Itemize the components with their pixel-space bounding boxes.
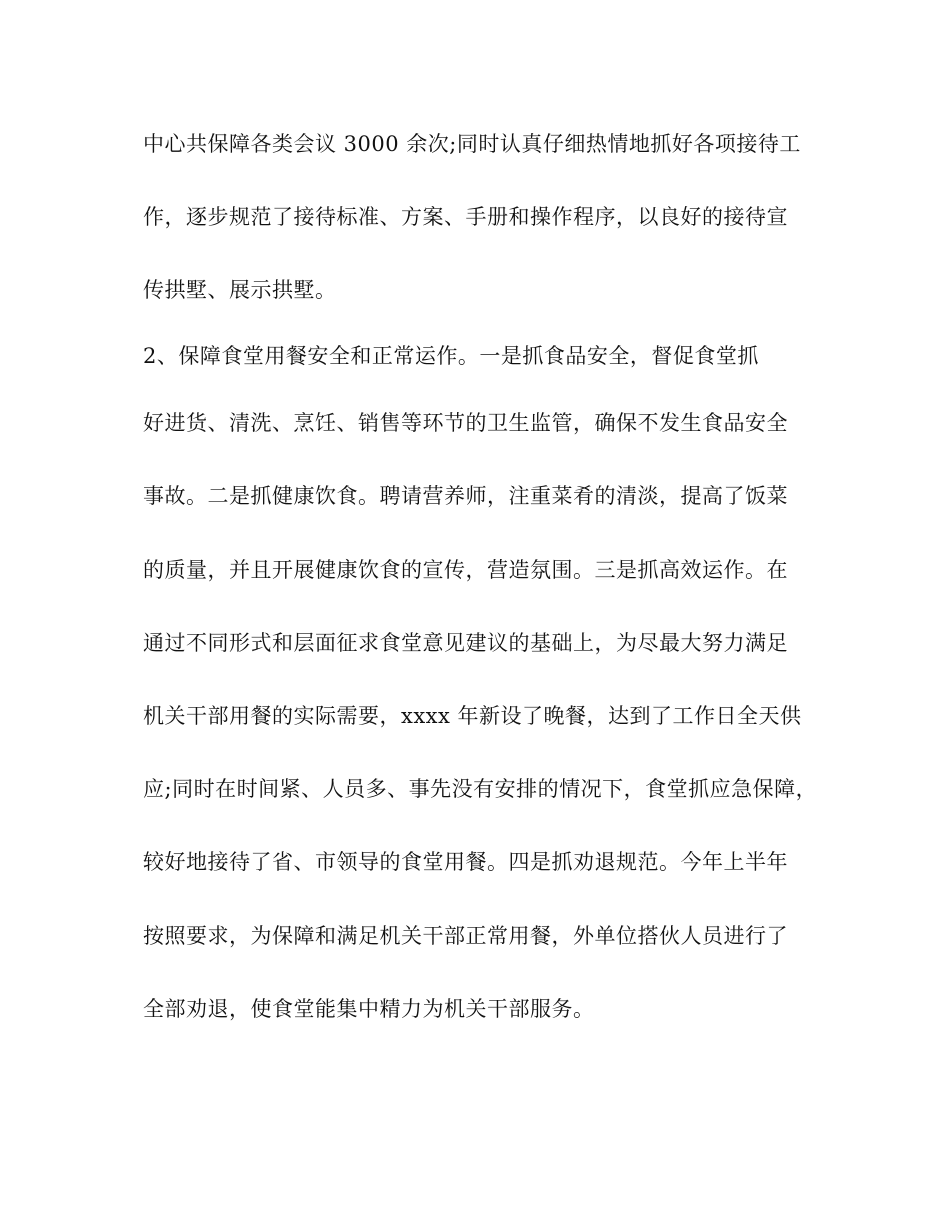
text-line: 全部劝退，使食堂能集中精力为机关干部服务。 (143, 997, 595, 1021)
text-line: 作，逐步规范了接待标准、方案、手册和操作程序，以良好的接待宣 (143, 205, 788, 229)
text-line: 传拱墅、展示拱墅。 (143, 278, 337, 302)
text-line: 机关干部用餐的实际需要，xxxx 年新设了晚餐，达到了工作日全天供 (143, 704, 802, 728)
text-line: 2、保障食堂用餐安全和正常运作。一是抓食品安全，督促食堂抓 (143, 344, 759, 368)
text-line: 较好地接待了省、市领导的食堂用餐。四是抓劝退规范。今年上半年 (143, 850, 788, 874)
text-line: 中心共保障各类会议 3000 余次;同时认真仔细热情地抓好各项接待工 (143, 132, 801, 156)
text-line: 的质量，并且开展健康饮食的宣传，营造氛围。三是抓高效运作。在 (143, 558, 788, 582)
text-line: 事故。二是抓健康饮食。聘请营养师，注重菜肴的清淡，提高了饭菜 (143, 484, 788, 508)
text-line: 好进货、清洗、烹饪、销售等环节的卫生监管，确保不发生食品安全 (143, 411, 788, 435)
text-line: 应;同时在时间紧、人员多、事先没有安排的情况下，食堂抓应急保障， (143, 777, 818, 801)
text-line: 按照要求，为保障和满足机关干部正常用餐，外单位搭伙人员进行了 (143, 924, 788, 948)
text-line: 通过不同形式和层面征求食堂意见建议的基础上，为尽最大努力满足 (143, 631, 788, 655)
